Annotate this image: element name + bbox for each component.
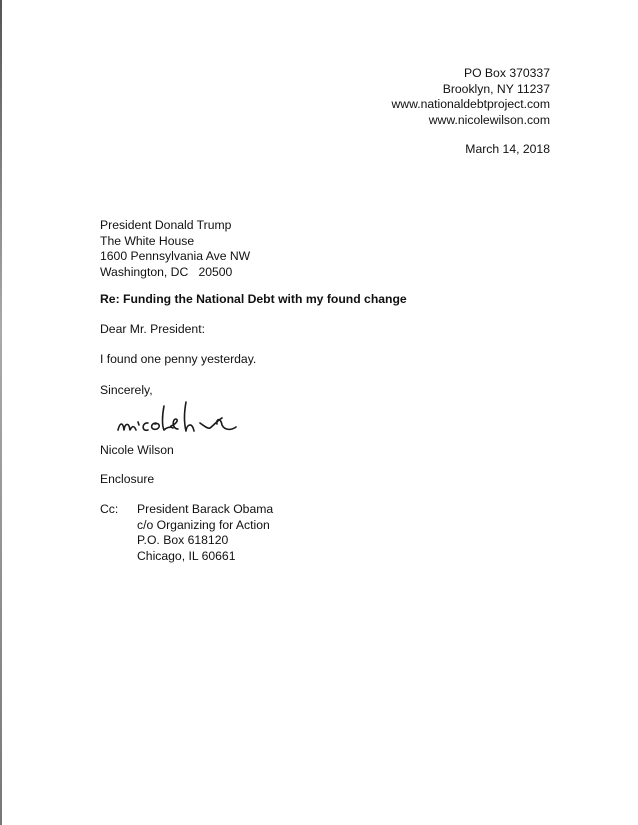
recipient-name: President Donald Trump [100,218,232,232]
enclosure-note: Enclosure [100,472,155,486]
salutation: Dear Mr. President: [100,322,205,336]
cc-label: Cc: [100,502,119,516]
recipient-org: The White House [100,233,195,248]
cc-po-box: P.O. Box 618120 [137,533,229,547]
recipient-address-block [100,218,250,280]
sender-city: Brooklyn, NY 11237 [442,81,550,96]
recipient-city: Washington, DC 20500 [100,264,233,279]
handwritten-signature [114,398,264,440]
letter-body: I found one penny yesterday. [100,352,257,366]
closing: Sincerely, [100,383,153,397]
sender-website-1: www.nationaldebtproject.com [391,97,550,111]
cc-city: Chicago, IL 60661 [137,548,236,563]
letter-date: March 14, 2018 [465,142,550,156]
recipient-street: 1600 Pennsylvania Ave NW [100,249,251,263]
cc-org: c/o Organizing for Action [137,517,270,532]
cc-name: President Barack Obama [137,502,274,516]
sender-website-2: www.nicolewilson.com [428,112,550,127]
signer-name: Nicole Wilson [100,443,174,457]
cc-address-block [137,502,273,564]
sender-po-box: PO Box 370337 [463,66,550,80]
subject-line: Re: Funding the National Debt with my found change [100,292,407,306]
sender-address-block [391,66,550,128]
scan-edge-shadow [0,0,2,825]
